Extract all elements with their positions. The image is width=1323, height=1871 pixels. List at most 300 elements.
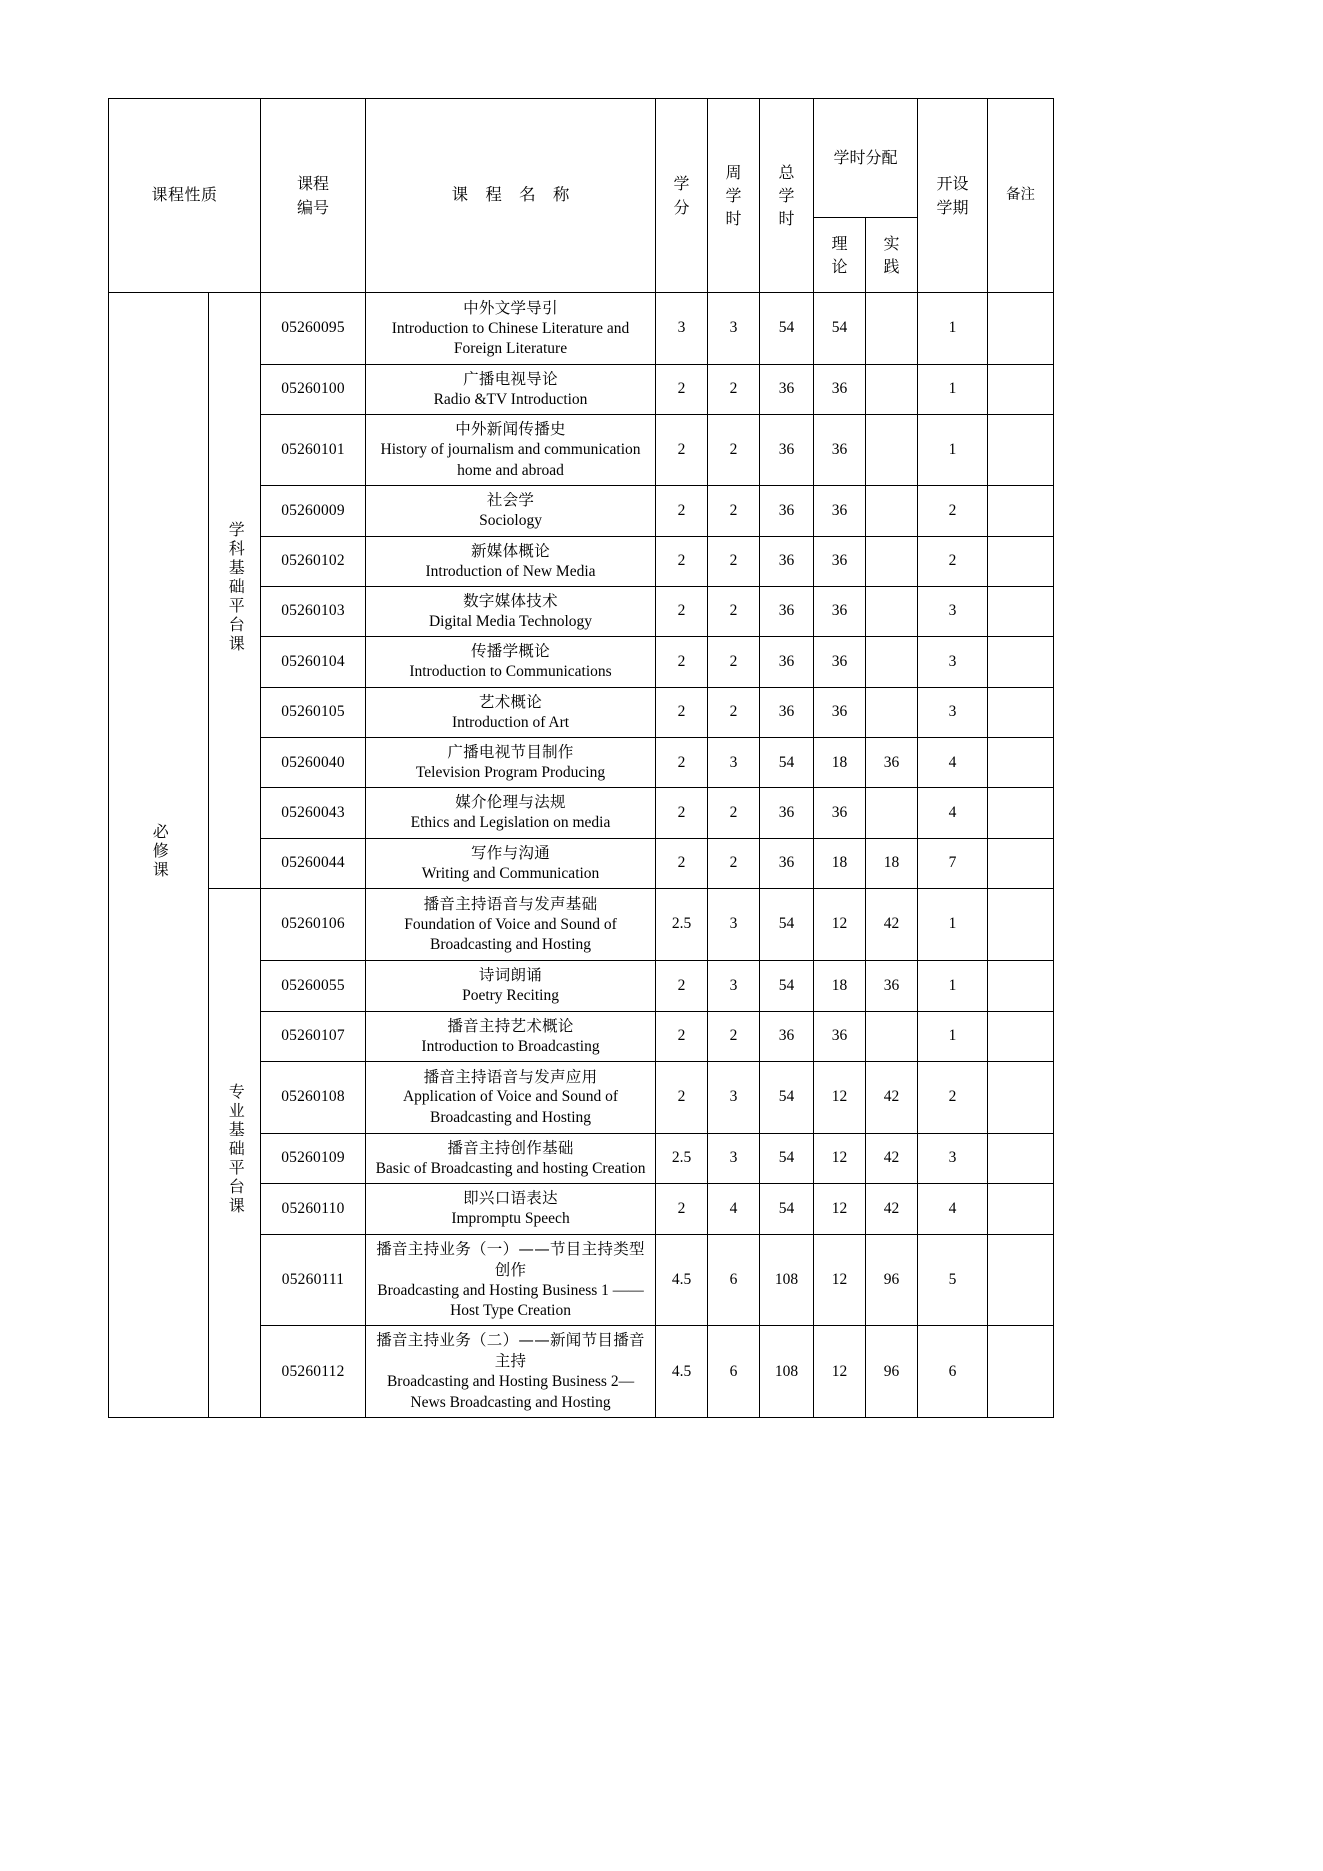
course-term-text: 2 <box>948 501 957 519</box>
course-total-hours <box>760 1234 814 1326</box>
course-credit-text: 2 <box>677 854 686 872</box>
course-theory-hours-text: 18 <box>831 854 848 872</box>
course-code <box>261 365 366 415</box>
course-practice-hours <box>866 1061 918 1133</box>
course-credit <box>656 961 708 1011</box>
course-term <box>918 1011 988 1061</box>
course-weekly-hours <box>708 637 760 687</box>
course-code <box>261 293 366 365</box>
course-weekly-hours <box>708 586 760 636</box>
course-total-hours <box>760 415 814 486</box>
course-code-text: 05260055 <box>281 976 345 994</box>
course-name-cn: 媒介伦理与法规 <box>455 793 566 812</box>
course-name-en: Radio &TV Introduction <box>433 390 588 408</box>
course-practice-hours-text: 36 <box>883 976 900 994</box>
course-name-en: Impromptu Speech <box>451 1210 570 1228</box>
course-total-hours <box>760 365 814 415</box>
course-credit <box>656 687 708 737</box>
course-total-hours-text: 36 <box>778 1027 795 1045</box>
course-term-text: 1 <box>948 380 957 398</box>
course-weekly-hours-text: 2 <box>729 652 738 670</box>
course-term <box>918 586 988 636</box>
course-name-cn: 播音主持艺术概论 <box>447 1016 574 1035</box>
header-course-code <box>261 99 366 293</box>
course-name-cell <box>366 486 656 536</box>
course-weekly-hours-text: 2 <box>729 854 738 872</box>
course-total-hours-text: 54 <box>778 1199 795 1217</box>
course-name-en: Foundation of Voice and Sound of Broadcasting and Hosting <box>404 915 617 954</box>
course-theory-hours-text: 36 <box>831 703 848 721</box>
course-remark <box>988 838 1054 888</box>
course-name-en: Introduction to Chinese Literature and Foreign Literature <box>391 319 630 357</box>
header-remark-label: 备注 <box>1006 187 1036 204</box>
course-theory-hours <box>814 961 866 1011</box>
course-weekly-hours <box>708 1133 760 1183</box>
header-practice-hours <box>866 218 918 293</box>
course-theory-hours <box>814 738 866 788</box>
course-theory-hours-text: 12 <box>831 1270 848 1288</box>
course-theory-hours <box>814 838 866 888</box>
course-credit <box>656 1061 708 1133</box>
course-practice-hours <box>866 838 918 888</box>
course-term <box>918 738 988 788</box>
course-theory-hours <box>814 1184 866 1234</box>
course-name-en: Sociology <box>479 512 542 530</box>
course-remark <box>988 889 1054 961</box>
course-name-cell <box>366 738 656 788</box>
course-credit-text: 4.5 <box>671 1270 692 1288</box>
course-total-hours-text: 36 <box>778 380 795 398</box>
course-remark <box>988 486 1054 536</box>
course-term <box>918 1061 988 1133</box>
course-remark <box>988 1234 1054 1326</box>
course-theory-hours <box>814 293 866 365</box>
course-theory-hours-text: 12 <box>831 915 848 933</box>
header-term-line1: 开设 <box>936 174 969 194</box>
course-name-cell <box>366 586 656 636</box>
course-term-text: 1 <box>948 976 957 994</box>
course-code <box>261 738 366 788</box>
course-code <box>261 415 366 486</box>
course-weekly-hours-text: 3 <box>729 319 738 337</box>
course-weekly-hours <box>708 961 760 1011</box>
course-weekly-hours-text: 2 <box>729 1027 738 1045</box>
course-name-cell <box>366 1234 656 1326</box>
course-credit <box>656 365 708 415</box>
course-code-text: 05260107 <box>281 1027 345 1045</box>
course-term <box>918 1234 988 1326</box>
course-weekly-hours <box>708 415 760 486</box>
course-theory-hours-text: 36 <box>831 1027 848 1045</box>
header-credit-line1: 学 <box>673 174 690 194</box>
course-name-en: Basic of Broadcasting and hosting Creation <box>375 1159 646 1177</box>
course-code-text: 05260103 <box>281 602 345 620</box>
course-code-text: 05260106 <box>281 915 345 933</box>
course-code <box>261 1061 366 1133</box>
course-term-text: 2 <box>948 552 957 570</box>
course-term-text: 1 <box>948 915 957 933</box>
course-name-cn: 新媒体概论 <box>471 541 551 560</box>
course-credit-text: 2 <box>677 1088 686 1106</box>
course-weekly-hours-text: 3 <box>729 1149 738 1167</box>
course-total-hours <box>760 961 814 1011</box>
course-name-cn: 即兴口语表达 <box>463 1189 558 1208</box>
course-name-cell <box>366 536 656 586</box>
course-weekly-hours-text: 6 <box>729 1362 738 1380</box>
course-term-text: 4 <box>948 1199 957 1217</box>
course-code-text: 05260102 <box>281 552 345 570</box>
course-practice-hours <box>866 1326 918 1418</box>
course-remark <box>988 293 1054 365</box>
course-credit-text: 2.5 <box>671 1149 692 1167</box>
course-credit <box>656 1011 708 1061</box>
table-header <box>109 99 1054 293</box>
course-theory-hours-text: 12 <box>831 1362 848 1380</box>
course-name-cell <box>366 415 656 486</box>
course-credit <box>656 486 708 536</box>
header-practice-line2: 践 <box>883 257 900 276</box>
course-practice-hours <box>866 1234 918 1326</box>
course-credit <box>656 889 708 961</box>
course-practice-hours <box>866 536 918 586</box>
course-total-hours-text: 54 <box>778 319 795 337</box>
course-code-text: 05260105 <box>281 703 345 721</box>
course-credit-text: 2 <box>677 1027 686 1045</box>
course-nature-cell <box>109 293 209 1418</box>
course-code-text: 05260044 <box>281 854 345 872</box>
course-code-text: 05260108 <box>281 1088 345 1106</box>
header-term <box>918 99 988 293</box>
course-weekly-hours-text: 2 <box>729 380 738 398</box>
course-name-cn: 数字媒体技术 <box>463 591 558 610</box>
course-weekly-hours <box>708 486 760 536</box>
course-total-hours <box>760 586 814 636</box>
course-name-cn: 播音主持业务（一）——节目主持类型创作 <box>376 1239 645 1279</box>
course-remark <box>988 637 1054 687</box>
curriculum-page <box>108 98 1036 1418</box>
course-name-cell <box>366 365 656 415</box>
header-course-code-line2: 编号 <box>297 197 330 217</box>
course-total-hours-text: 36 <box>778 703 795 721</box>
course-total-hours <box>760 486 814 536</box>
course-weekly-hours-text: 3 <box>729 915 738 933</box>
course-code <box>261 536 366 586</box>
course-weekly-hours <box>708 365 760 415</box>
course-term <box>918 1326 988 1418</box>
course-weekly-hours <box>708 1061 760 1133</box>
course-total-hours-text: 54 <box>778 753 795 771</box>
course-name-cell <box>366 838 656 888</box>
header-credit <box>656 99 708 293</box>
header-total-line3: 时 <box>778 209 795 229</box>
course-theory-hours-text: 36 <box>831 803 848 821</box>
course-remark <box>988 1133 1054 1183</box>
course-name-cn: 诗词朗诵 <box>478 966 543 985</box>
course-theory-hours <box>814 788 866 838</box>
course-term <box>918 961 988 1011</box>
course-practice-hours <box>866 1184 918 1234</box>
header-hour-allocation-label: 学时分配 <box>833 147 898 167</box>
course-name-cn: 广播电视节目制作 <box>447 743 574 762</box>
course-total-hours <box>760 637 814 687</box>
course-credit <box>656 536 708 586</box>
course-credit <box>656 738 708 788</box>
course-weekly-hours <box>708 536 760 586</box>
course-total-hours-text: 54 <box>778 1088 795 1106</box>
course-code-text: 05260009 <box>281 501 345 519</box>
course-code-text: 05260095 <box>281 319 345 337</box>
course-name-cell <box>366 961 656 1011</box>
course-total-hours <box>760 293 814 365</box>
course-name-cn: 中外文学导引 <box>463 298 558 317</box>
course-code-text: 05260104 <box>281 652 345 670</box>
course-remark <box>988 365 1054 415</box>
course-term <box>918 536 988 586</box>
course-name-cell <box>366 1184 656 1234</box>
course-credit <box>656 1326 708 1418</box>
course-name-en: Broadcasting and Hosting Business 1 ——Host Type Creation <box>377 1281 644 1319</box>
course-weekly-hours <box>708 788 760 838</box>
course-name-cn: 社会学 <box>486 491 535 510</box>
course-remark <box>988 788 1054 838</box>
course-name-cn: 播音主持语音与发声基础 <box>423 894 598 913</box>
course-practice-hours-text: 18 <box>883 854 900 872</box>
course-total-hours-text: 108 <box>774 1362 799 1380</box>
course-code-text: 05260040 <box>281 753 345 771</box>
course-theory-hours <box>814 1061 866 1133</box>
header-course-name-label: 课 程 名 称 <box>451 185 576 205</box>
course-credit-text: 2 <box>677 1199 686 1217</box>
curriculum-table <box>108 98 1054 1418</box>
course-weekly-hours <box>708 738 760 788</box>
course-practice-hours-text: 42 <box>883 915 900 933</box>
course-theory-hours-text: 36 <box>831 441 848 459</box>
course-credit <box>656 838 708 888</box>
course-name-en: Introduction to Broadcasting <box>421 1037 600 1055</box>
course-credit-text: 2.5 <box>671 915 692 933</box>
course-code <box>261 838 366 888</box>
course-credit <box>656 415 708 486</box>
course-name-en: History of journalism and communication home and abroad <box>380 441 641 479</box>
course-total-hours-text: 36 <box>778 552 795 570</box>
course-total-hours <box>760 687 814 737</box>
course-name-en: Television Program Producing <box>415 764 606 781</box>
course-term <box>918 838 988 888</box>
course-term <box>918 365 988 415</box>
course-weekly-hours-text: 2 <box>729 703 738 721</box>
course-code <box>261 586 366 636</box>
course-credit-text: 2 <box>677 441 686 459</box>
course-name-cn: 播音主持业务（二）——新闻节目播音主持 <box>376 1331 645 1371</box>
header-credit-line2: 分 <box>673 197 690 217</box>
course-theory-hours <box>814 1234 866 1326</box>
course-name-cell <box>366 1133 656 1183</box>
course-weekly-hours <box>708 1184 760 1234</box>
course-weekly-hours <box>708 838 760 888</box>
course-weekly-hours-text: 2 <box>729 803 738 821</box>
header-course-name <box>366 99 656 293</box>
course-credit-text: 2 <box>677 652 686 670</box>
header-weekly-hours <box>708 99 760 293</box>
course-code-text: 05260111 <box>281 1270 345 1288</box>
course-platform-label: 学科基础平台课 <box>226 520 244 654</box>
course-practice-hours <box>866 889 918 961</box>
course-name-cell <box>366 1011 656 1061</box>
course-code <box>261 788 366 838</box>
course-code <box>261 889 366 961</box>
header-total-line2: 学 <box>778 185 795 205</box>
course-theory-hours-text: 36 <box>831 602 848 620</box>
course-code <box>261 1011 366 1061</box>
course-platform-label: 专业基础平台课 <box>226 1083 244 1217</box>
course-name-cell <box>366 1326 656 1418</box>
course-name-cn: 中外新闻传播史 <box>455 420 566 439</box>
course-remark <box>988 415 1054 486</box>
course-theory-hours-text: 12 <box>831 1149 848 1167</box>
course-platform-cell <box>209 293 261 889</box>
course-term <box>918 788 988 838</box>
course-credit <box>656 1184 708 1234</box>
course-name-cn: 广播电视导论 <box>463 370 558 388</box>
course-theory-hours-text: 54 <box>831 319 848 337</box>
course-term-text: 7 <box>948 854 957 872</box>
course-practice-hours-text: 42 <box>883 1199 900 1217</box>
course-practice-hours-text: 96 <box>883 1362 900 1380</box>
course-theory-hours <box>814 1133 866 1183</box>
course-credit-text: 2 <box>677 380 686 398</box>
course-total-hours-text: 108 <box>774 1270 799 1288</box>
course-practice-hours <box>866 293 918 365</box>
course-theory-hours <box>814 1326 866 1418</box>
course-theory-hours-text: 18 <box>831 976 848 994</box>
course-total-hours <box>760 788 814 838</box>
course-total-hours <box>760 1133 814 1183</box>
course-practice-hours-text: 96 <box>883 1270 900 1288</box>
course-code <box>261 687 366 737</box>
course-remark <box>988 961 1054 1011</box>
course-name-cn: 传播学概论 <box>471 642 551 661</box>
course-credit <box>656 637 708 687</box>
course-credit-text: 2 <box>677 602 686 620</box>
course-name-cell <box>366 293 656 365</box>
course-credit-text: 2 <box>677 753 686 771</box>
course-name-en: Introduction of Art <box>451 713 570 731</box>
course-theory-hours <box>814 889 866 961</box>
course-weekly-hours <box>708 293 760 365</box>
course-total-hours <box>760 536 814 586</box>
course-name-cn: 播音主持语音与发声应用 <box>423 1067 598 1086</box>
header-course-nature-label: 课程性质 <box>151 185 218 205</box>
course-credit-text: 2 <box>677 803 686 821</box>
course-weekly-hours-text: 3 <box>729 1088 738 1106</box>
course-remark <box>988 1326 1054 1418</box>
course-theory-hours <box>814 637 866 687</box>
course-term-text: 3 <box>948 703 957 721</box>
course-total-hours-text: 54 <box>778 976 795 994</box>
header-term-line2: 学期 <box>936 197 969 217</box>
course-name-cell <box>366 1061 656 1133</box>
course-practice-hours <box>866 1011 918 1061</box>
course-term <box>918 687 988 737</box>
header-total-hours <box>760 99 814 293</box>
course-platform-cell <box>209 889 261 1418</box>
course-practice-hours <box>866 586 918 636</box>
course-name-en: Introduction to Communications <box>409 663 612 681</box>
course-theory-hours <box>814 536 866 586</box>
course-theory-hours-text: 36 <box>831 552 848 570</box>
course-name-cell <box>366 687 656 737</box>
course-practice-hours-text: 42 <box>883 1088 900 1106</box>
course-theory-hours-text: 12 <box>831 1199 848 1217</box>
course-total-hours <box>760 1011 814 1061</box>
course-term-text: 6 <box>948 1362 957 1380</box>
course-name-en: Writing and Communication <box>421 864 600 882</box>
header-weekly-line2: 学 <box>725 185 742 205</box>
course-credit-text: 4.5 <box>671 1362 692 1380</box>
course-credit-text: 2 <box>677 501 686 519</box>
course-weekly-hours <box>708 1234 760 1326</box>
course-total-hours <box>760 838 814 888</box>
course-weekly-hours-text: 2 <box>729 441 738 459</box>
course-practice-hours <box>866 486 918 536</box>
course-code-text: 05260109 <box>281 1149 345 1167</box>
course-weekly-hours <box>708 1326 760 1418</box>
course-total-hours <box>760 1061 814 1133</box>
course-remark <box>988 586 1054 636</box>
course-weekly-hours-text: 4 <box>729 1199 738 1217</box>
course-name-en: Ethics and Legislation on media <box>410 814 611 832</box>
course-theory-hours <box>814 586 866 636</box>
header-course-nature <box>109 99 261 293</box>
course-code <box>261 637 366 687</box>
course-total-hours-text: 36 <box>778 602 795 620</box>
course-weekly-hours-text: 2 <box>729 602 738 620</box>
course-practice-hours <box>866 738 918 788</box>
course-theory-hours <box>814 687 866 737</box>
course-term-text: 2 <box>948 1088 957 1106</box>
course-total-hours <box>760 1326 814 1418</box>
course-total-hours-text: 36 <box>778 854 795 872</box>
course-term-text: 3 <box>948 1149 957 1167</box>
course-theory-hours-text: 18 <box>831 753 848 771</box>
header-row-main <box>109 99 1054 218</box>
course-name-cell <box>366 637 656 687</box>
course-term-text: 1 <box>948 441 957 459</box>
course-term-text: 5 <box>948 1270 957 1288</box>
course-theory-hours <box>814 486 866 536</box>
course-total-hours <box>760 889 814 961</box>
course-practice-hours-text: 42 <box>883 1149 900 1167</box>
course-practice-hours <box>866 637 918 687</box>
course-credit <box>656 1234 708 1326</box>
header-weekly-line1: 周 <box>725 162 742 182</box>
course-remark <box>988 1011 1054 1061</box>
course-code-text: 05260112 <box>281 1362 345 1380</box>
course-credit <box>656 1133 708 1183</box>
course-credit-text: 2 <box>677 703 686 721</box>
header-theory-line2: 论 <box>831 257 848 276</box>
course-total-hours-text: 36 <box>778 803 795 821</box>
course-name-en: Broadcasting and Hosting Business 2—News Broadcasting and Hosting <box>386 1373 635 1411</box>
course-code <box>261 1234 366 1326</box>
header-hour-allocation <box>814 99 918 218</box>
course-name-en: Digital Media Technology <box>428 612 593 630</box>
course-weekly-hours-text: 2 <box>729 501 738 519</box>
course-credit <box>656 788 708 838</box>
course-practice-hours <box>866 961 918 1011</box>
course-term <box>918 637 988 687</box>
course-code <box>261 486 366 536</box>
